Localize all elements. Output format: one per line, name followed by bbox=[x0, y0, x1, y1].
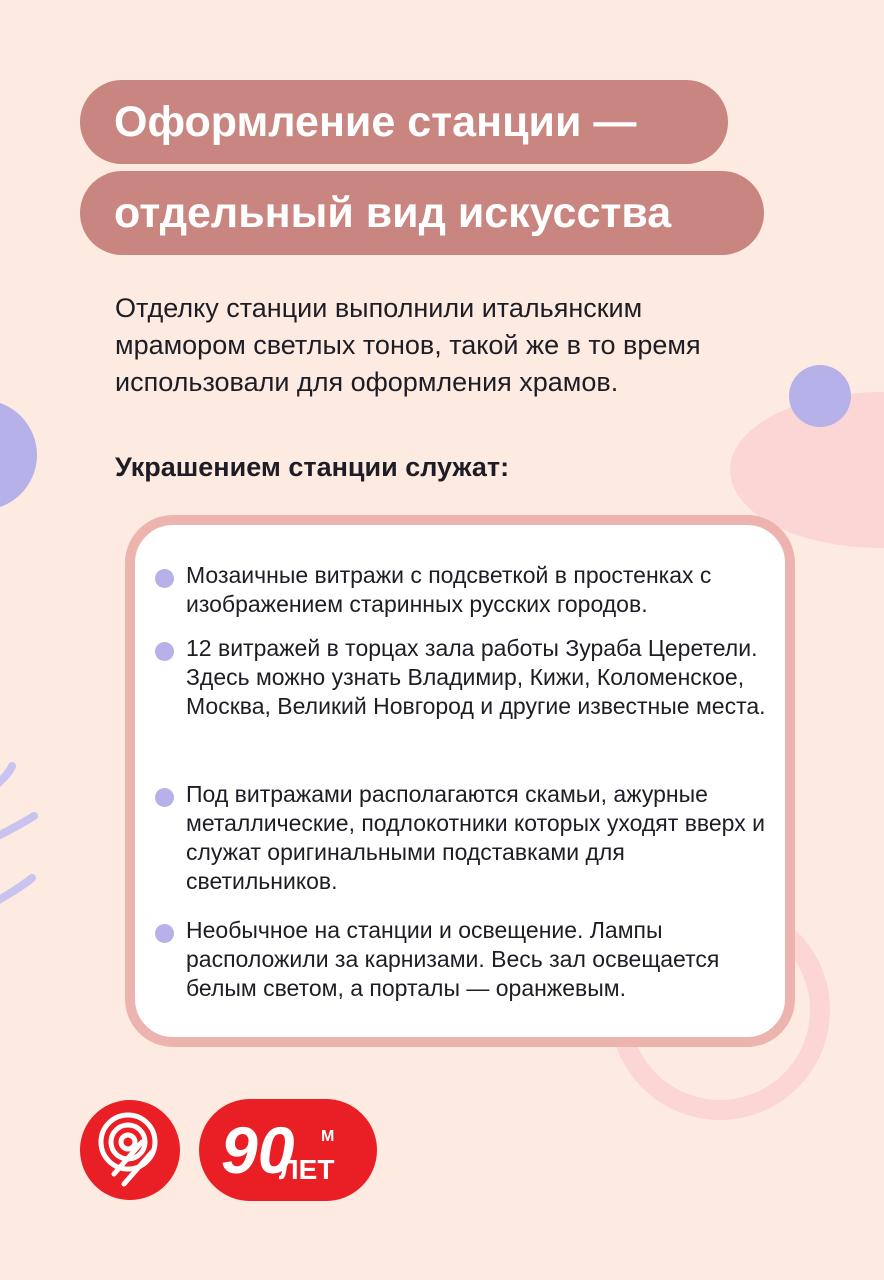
bullet-dot-icon bbox=[155, 924, 174, 943]
anniversary-word: ЛЕТ bbox=[279, 1154, 335, 1185]
lavender-circle-right bbox=[789, 365, 851, 427]
list-item-text: Под витражами располагаются скамьи, ажурные металлические, подлокотники которых уходят вверх и служат оригинальными подставками для светильников. bbox=[186, 781, 765, 894]
title-line-1: Оформление станции — bbox=[80, 80, 728, 164]
list-item bbox=[186, 561, 776, 619]
lavender-stroke-1 bbox=[0, 766, 12, 790]
list-item bbox=[186, 634, 776, 721]
metro-90-years-logo bbox=[199, 1099, 377, 1201]
list-item-text: Мозаичные витражи с подсветкой в простенках с изображением старинных русских городов. bbox=[186, 562, 712, 617]
bullet-dot-icon bbox=[155, 569, 174, 588]
lavender-stroke-3 bbox=[0, 878, 32, 905]
metro-letter: М bbox=[321, 1128, 335, 1145]
bullet-dot-icon bbox=[155, 642, 174, 661]
bullet-dot-icon bbox=[155, 788, 174, 807]
anniversary-number: 90 bbox=[221, 1113, 295, 1187]
intro-paragraph: Отделку станции выполнили итальянским мрамором светлых тонов, такой же в то время использовали для оформления храмов. bbox=[115, 293, 701, 397]
features-card bbox=[125, 515, 795, 1047]
lavender-stroke-2 bbox=[0, 816, 34, 840]
list-item bbox=[186, 780, 776, 896]
list-item-text: Необычное на станции и освещение. Лампы расположили за карнизами. Весь зал освещается белым светом, а порталы — оранжевым. bbox=[186, 917, 720, 1001]
moscow-transport-logo bbox=[80, 1100, 180, 1200]
section-subheading: Украшением станции служат: bbox=[115, 452, 510, 482]
list-item-text: 12 витражей в торцах зала работы Зураба Церетели. Здесь можно узнать Владимир, Кижи, Коломенское, Москва, Великий Новгород и другие известные места. bbox=[186, 635, 766, 719]
title-line-2: отдельный вид искусства bbox=[80, 171, 764, 255]
list-item bbox=[186, 916, 776, 1003]
lavender-circle-left bbox=[0, 400, 37, 510]
